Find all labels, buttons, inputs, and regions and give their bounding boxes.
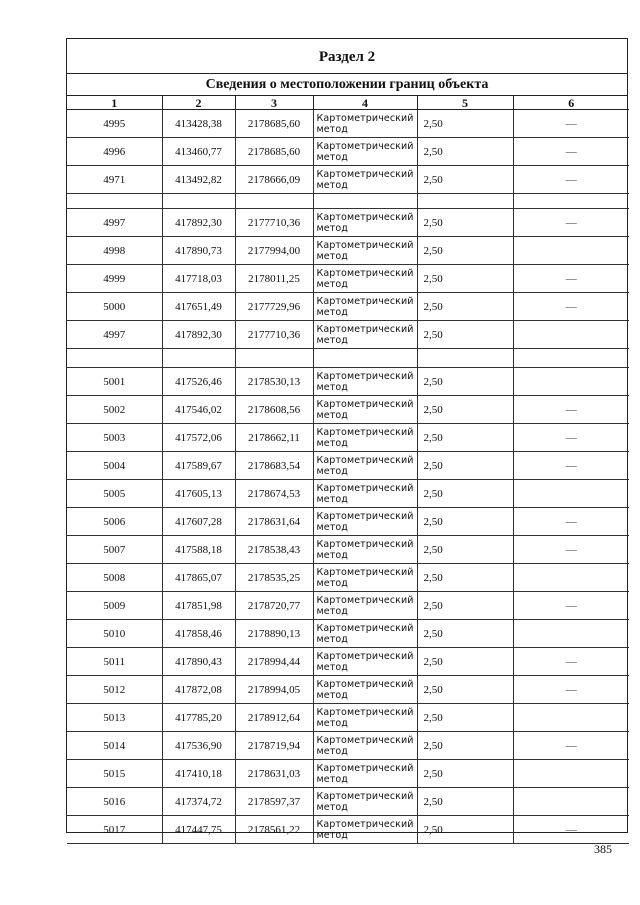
cell-method: Картометрический метод bbox=[313, 732, 417, 760]
cell-y: 2178674,53 bbox=[235, 480, 313, 508]
table-row bbox=[67, 620, 629, 648]
cell-method: Картометрический метод bbox=[313, 592, 417, 620]
cell-y: 2178720,77 bbox=[235, 592, 313, 620]
table-row bbox=[67, 209, 629, 237]
cell-method: Картометрический метод bbox=[313, 321, 417, 349]
table-row bbox=[67, 396, 629, 424]
cell-x: 417607,28 bbox=[162, 508, 235, 536]
cell-n: 5006 bbox=[67, 508, 162, 536]
cell-method: Картометрический метод bbox=[313, 788, 417, 816]
cell-n: 5000 bbox=[67, 293, 162, 321]
separator-cell bbox=[513, 194, 629, 209]
cell-desc bbox=[513, 237, 629, 265]
cell-desc: — bbox=[513, 396, 629, 424]
cell-n: 5015 bbox=[67, 760, 162, 788]
cell-acc: 2,50 bbox=[417, 321, 513, 349]
cell-acc: 2,50 bbox=[417, 704, 513, 732]
cell-desc bbox=[513, 620, 629, 648]
cell-desc bbox=[513, 564, 629, 592]
separator-cell bbox=[67, 194, 162, 209]
cell-desc bbox=[513, 788, 629, 816]
document-frame bbox=[66, 38, 628, 841]
cell-method: Картометрический метод bbox=[313, 424, 417, 452]
cell-x: 417718,03 bbox=[162, 265, 235, 293]
section-subtitle: Сведения о местоположении границ объекта bbox=[67, 74, 627, 96]
cell-y: 2178597,37 bbox=[235, 788, 313, 816]
cell-desc: — bbox=[513, 536, 629, 564]
table-row bbox=[67, 648, 629, 676]
cell-y: 2178912,64 bbox=[235, 704, 313, 732]
cell-n: 5013 bbox=[67, 704, 162, 732]
cell-acc: 2,50 bbox=[417, 732, 513, 760]
cell-x: 417890,73 bbox=[162, 237, 235, 265]
cell-x: 417526,46 bbox=[162, 368, 235, 396]
cell-method: Картометрический метод bbox=[313, 166, 417, 194]
cell-n: 5009 bbox=[67, 592, 162, 620]
cell-y: 2178011,25 bbox=[235, 265, 313, 293]
separator-cell bbox=[313, 194, 417, 209]
cell-x: 417785,20 bbox=[162, 704, 235, 732]
cell-acc: 2,50 bbox=[417, 508, 513, 536]
table-row bbox=[67, 564, 629, 592]
cell-desc: — bbox=[513, 452, 629, 480]
cell-desc bbox=[513, 704, 629, 732]
cell-y: 2178535,25 bbox=[235, 564, 313, 592]
cell-desc: — bbox=[513, 676, 629, 704]
cell-n: 5014 bbox=[67, 732, 162, 760]
cell-x: 417651,49 bbox=[162, 293, 235, 321]
separator-cell bbox=[162, 349, 235, 368]
cell-method: Картометрический метод bbox=[313, 293, 417, 321]
cell-x: 417536,90 bbox=[162, 732, 235, 760]
cell-n: 5003 bbox=[67, 424, 162, 452]
cell-acc: 2,50 bbox=[417, 293, 513, 321]
cell-acc: 2,50 bbox=[417, 265, 513, 293]
column-header: 5 bbox=[417, 96, 513, 110]
table-row bbox=[67, 368, 629, 396]
table-row bbox=[67, 816, 629, 844]
cell-x: 413492,82 bbox=[162, 166, 235, 194]
cell-acc: 2,50 bbox=[417, 237, 513, 265]
cell-y: 2178890,13 bbox=[235, 620, 313, 648]
table-row bbox=[67, 704, 629, 732]
cell-method: Картометрический метод bbox=[313, 704, 417, 732]
cell-n: 4997 bbox=[67, 209, 162, 237]
cell-method: Картометрический метод bbox=[313, 396, 417, 424]
cell-acc: 2,50 bbox=[417, 452, 513, 480]
separator-cell bbox=[235, 349, 313, 368]
cell-y: 2177994,00 bbox=[235, 237, 313, 265]
cell-x: 417589,67 bbox=[162, 452, 235, 480]
cell-method: Картометрический метод bbox=[313, 110, 417, 138]
cell-x: 417447,75 bbox=[162, 816, 235, 844]
table-row bbox=[67, 293, 629, 321]
cell-desc: — bbox=[513, 110, 629, 138]
table-row bbox=[67, 265, 629, 293]
cell-desc: — bbox=[513, 816, 629, 844]
cell-y: 2178685,60 bbox=[235, 110, 313, 138]
separator-cell bbox=[417, 194, 513, 209]
table-row bbox=[67, 676, 629, 704]
cell-desc: — bbox=[513, 293, 629, 321]
cell-acc: 2,50 bbox=[417, 564, 513, 592]
cell-x: 413428,38 bbox=[162, 110, 235, 138]
cell-n: 4971 bbox=[67, 166, 162, 194]
cell-y: 2177729,96 bbox=[235, 293, 313, 321]
separator-cell bbox=[313, 349, 417, 368]
cell-x: 417865,07 bbox=[162, 564, 235, 592]
cell-acc: 2,50 bbox=[417, 424, 513, 452]
cell-n: 5004 bbox=[67, 452, 162, 480]
table-row bbox=[67, 452, 629, 480]
cell-method: Картометрический метод bbox=[313, 480, 417, 508]
cell-y: 2178666,09 bbox=[235, 166, 313, 194]
column-header: 1 bbox=[67, 96, 162, 110]
cell-desc: — bbox=[513, 732, 629, 760]
cell-n: 4996 bbox=[67, 138, 162, 166]
cell-acc: 2,50 bbox=[417, 368, 513, 396]
cell-acc: 2,50 bbox=[417, 816, 513, 844]
cell-x: 417890,43 bbox=[162, 648, 235, 676]
table-row bbox=[67, 110, 629, 138]
cell-desc: — bbox=[513, 592, 629, 620]
cell-n: 5008 bbox=[67, 564, 162, 592]
cell-y: 2178608,56 bbox=[235, 396, 313, 424]
cell-acc: 2,50 bbox=[417, 396, 513, 424]
cell-x: 417605,13 bbox=[162, 480, 235, 508]
cell-desc bbox=[513, 321, 629, 349]
group-separator-row bbox=[67, 194, 629, 209]
column-number-row bbox=[67, 96, 629, 110]
cell-y: 2178530,13 bbox=[235, 368, 313, 396]
cell-y: 2178631,03 bbox=[235, 760, 313, 788]
column-header: 4 bbox=[313, 96, 417, 110]
cell-acc: 2,50 bbox=[417, 676, 513, 704]
cell-desc bbox=[513, 480, 629, 508]
table-row bbox=[67, 166, 629, 194]
cell-y: 2177710,36 bbox=[235, 209, 313, 237]
table-row bbox=[67, 480, 629, 508]
table-row bbox=[67, 321, 629, 349]
cell-acc: 2,50 bbox=[417, 138, 513, 166]
column-header: 2 bbox=[162, 96, 235, 110]
cell-acc: 2,50 bbox=[417, 592, 513, 620]
cell-x: 417546,02 bbox=[162, 396, 235, 424]
cell-desc: — bbox=[513, 424, 629, 452]
cell-y: 2178683,54 bbox=[235, 452, 313, 480]
cell-y: 2178719,94 bbox=[235, 732, 313, 760]
cell-n: 5010 bbox=[67, 620, 162, 648]
cell-n: 5016 bbox=[67, 788, 162, 816]
cell-acc: 2,50 bbox=[417, 648, 513, 676]
cell-n: 4999 bbox=[67, 265, 162, 293]
cell-y: 2178538,43 bbox=[235, 536, 313, 564]
cell-desc bbox=[513, 368, 629, 396]
cell-desc: — bbox=[513, 166, 629, 194]
page-number: 385 bbox=[594, 842, 612, 856]
cell-desc: — bbox=[513, 209, 629, 237]
cell-desc bbox=[513, 760, 629, 788]
cell-method: Картометрический метод bbox=[313, 138, 417, 166]
cell-desc: — bbox=[513, 265, 629, 293]
cell-x: 417572,06 bbox=[162, 424, 235, 452]
cell-x: 417892,30 bbox=[162, 321, 235, 349]
cell-x: 417858,46 bbox=[162, 620, 235, 648]
table-row bbox=[67, 138, 629, 166]
table-row bbox=[67, 592, 629, 620]
cell-y: 2178994,05 bbox=[235, 676, 313, 704]
cell-acc: 2,50 bbox=[417, 166, 513, 194]
cell-desc: — bbox=[513, 138, 629, 166]
table-row bbox=[67, 536, 629, 564]
cell-method: Картометрический метод bbox=[313, 368, 417, 396]
cell-acc: 2,50 bbox=[417, 480, 513, 508]
cell-n: 5017 bbox=[67, 816, 162, 844]
separator-cell bbox=[67, 349, 162, 368]
cell-n: 4995 bbox=[67, 110, 162, 138]
column-header: 6 bbox=[513, 96, 629, 110]
cell-x: 417374,72 bbox=[162, 788, 235, 816]
boundary-table bbox=[67, 96, 629, 844]
cell-x: 417410,18 bbox=[162, 760, 235, 788]
cell-method: Картометрический метод bbox=[313, 564, 417, 592]
cell-n: 5002 bbox=[67, 396, 162, 424]
separator-cell bbox=[162, 194, 235, 209]
table-row bbox=[67, 508, 629, 536]
cell-acc: 2,50 bbox=[417, 209, 513, 237]
cell-method: Картометрический метод bbox=[313, 816, 417, 844]
cell-method: Картометрический метод bbox=[313, 508, 417, 536]
table-row bbox=[67, 424, 629, 452]
cell-n: 4997 bbox=[67, 321, 162, 349]
cell-desc: — bbox=[513, 508, 629, 536]
column-header: 3 bbox=[235, 96, 313, 110]
table-row bbox=[67, 237, 629, 265]
cell-y: 2178561,22 bbox=[235, 816, 313, 844]
cell-method: Картометрический метод bbox=[313, 265, 417, 293]
cell-method: Картометрический метод bbox=[313, 648, 417, 676]
cell-x: 413460,77 bbox=[162, 138, 235, 166]
cell-n: 5005 bbox=[67, 480, 162, 508]
cell-n: 5001 bbox=[67, 368, 162, 396]
separator-cell bbox=[235, 194, 313, 209]
table-body bbox=[67, 110, 629, 844]
cell-method: Картометрический метод bbox=[313, 452, 417, 480]
cell-acc: 2,50 bbox=[417, 620, 513, 648]
cell-acc: 2,50 bbox=[417, 110, 513, 138]
group-separator-row bbox=[67, 349, 629, 368]
cell-n: 5011 bbox=[67, 648, 162, 676]
cell-x: 417851,98 bbox=[162, 592, 235, 620]
cell-y: 2178685,60 bbox=[235, 138, 313, 166]
cell-y: 2178631,64 bbox=[235, 508, 313, 536]
cell-y: 2178662,11 bbox=[235, 424, 313, 452]
section-title: Раздел 2 bbox=[67, 39, 627, 74]
cell-y: 2177710,36 bbox=[235, 321, 313, 349]
cell-method: Картометрический метод bbox=[313, 620, 417, 648]
cell-method: Картометрический метод bbox=[313, 760, 417, 788]
cell-x: 417588,18 bbox=[162, 536, 235, 564]
cell-y: 2178994,44 bbox=[235, 648, 313, 676]
cell-acc: 2,50 bbox=[417, 536, 513, 564]
cell-acc: 2,50 bbox=[417, 760, 513, 788]
cell-acc: 2,50 bbox=[417, 788, 513, 816]
cell-n: 4998 bbox=[67, 237, 162, 265]
separator-cell bbox=[513, 349, 629, 368]
cell-desc: — bbox=[513, 648, 629, 676]
cell-method: Картометрический метод bbox=[313, 237, 417, 265]
cell-method: Картометрический метод bbox=[313, 209, 417, 237]
cell-x: 417872,08 bbox=[162, 676, 235, 704]
cell-x: 417892,30 bbox=[162, 209, 235, 237]
cell-method: Картометрический метод bbox=[313, 536, 417, 564]
cell-n: 5007 bbox=[67, 536, 162, 564]
separator-cell bbox=[417, 349, 513, 368]
cell-n: 5012 bbox=[67, 676, 162, 704]
cell-method: Картометрический метод bbox=[313, 676, 417, 704]
table-row bbox=[67, 760, 629, 788]
table-row bbox=[67, 732, 629, 760]
table-row bbox=[67, 788, 629, 816]
